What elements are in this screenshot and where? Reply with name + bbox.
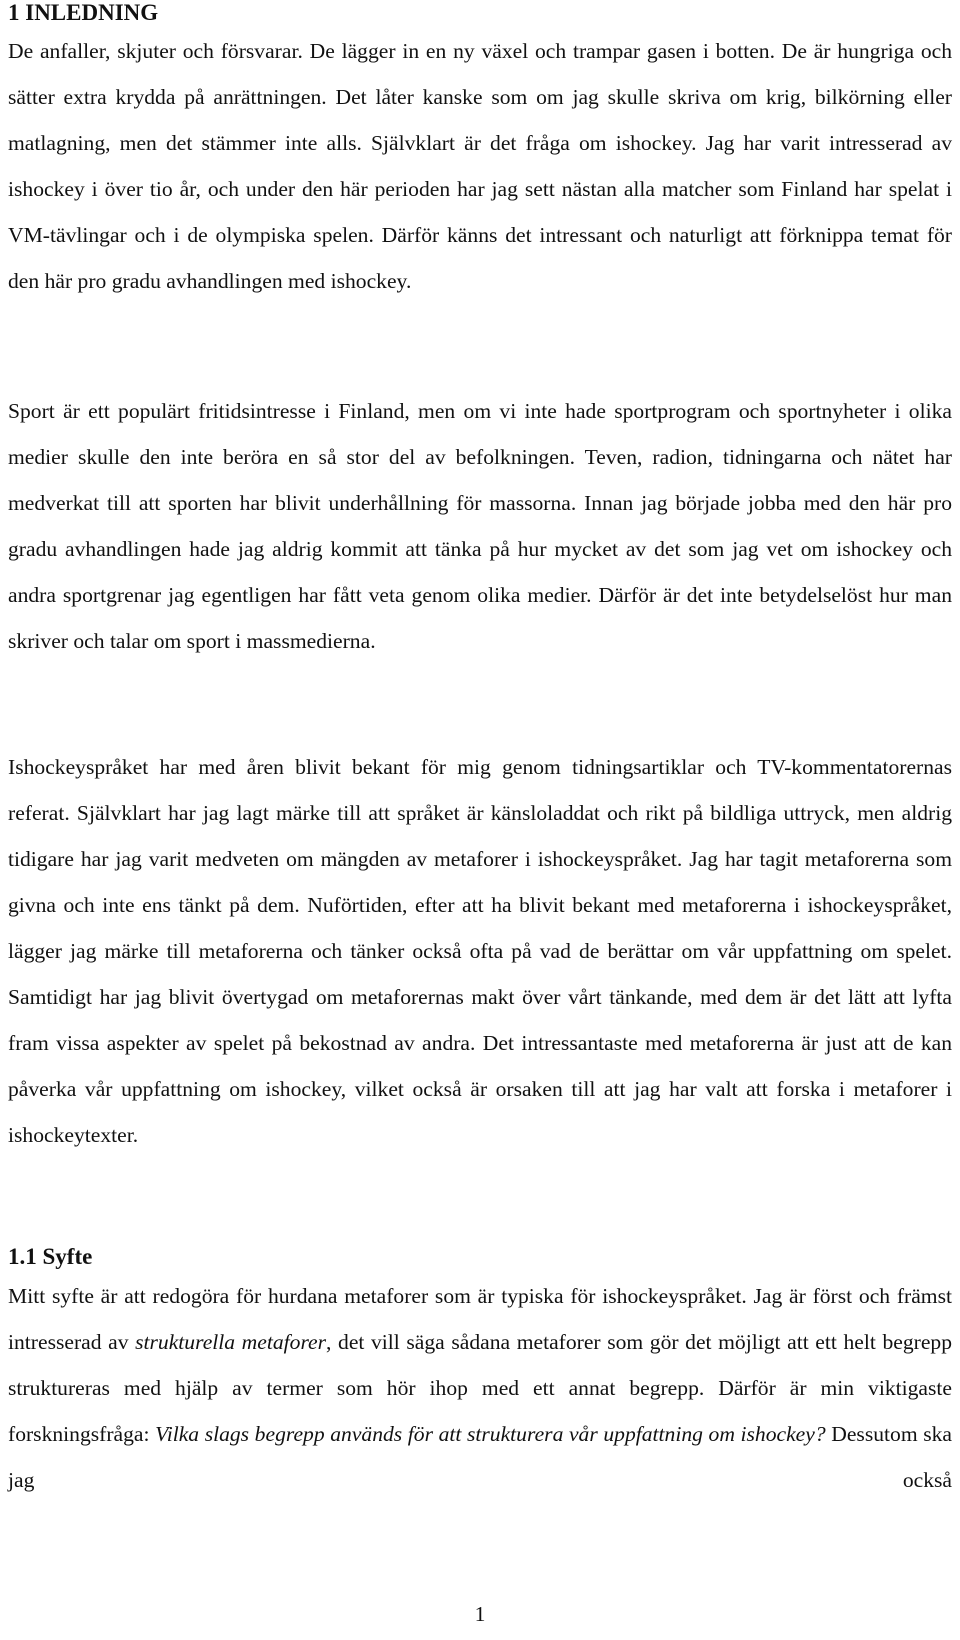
paragraph-4-emphasis-1: strukturella metaforer <box>135 1330 327 1354</box>
paragraph-4 <box>8 1273 952 1503</box>
paragraph-1: De anfaller, skjuter och försvarar. De lägger in en ny växel och trampar gasen i botten. De är hungriga och sätter extra krydda på anrättningen. Det låter kanske som om jag skulle skriva om krig, bilkörning eller matlagning, men det stämmer inte alls. Självklart är det fråga om ishockey. Jag har varit intresserad av ishockey i över tio år, och under den här perioden har jag sett nästan alla matcher som Finland har spelat i VM-tävlingar och i de olympiska spelen. Därför känns det intressant och naturligt att förknippa temat för den här pro gradu avhandlingen med ishockey. <box>8 39 952 293</box>
paragraph-1-block <box>8 28 952 304</box>
page-number: 1 <box>474 1602 486 1626</box>
paragraph-4-text-1: Mitt syfte är att redogöra för hurdana metaforer som är typiska för ishockeyspråket. Jag är först och främst intresserad av <box>8 1284 952 1354</box>
paragraph-2: Sport är ett populärt fritidsintresse i Finland, men om vi inte hade sportprogram och sportnyheter i olika medier skulle den inte beröra en så stor del av befolkningen. Teven, radion, tidningarna och nätet har medverkat till att sporten har blivit underhållning för massorna. Innan jag började jobba med den här pro gradu avhandlingen hade jag aldrig kommit att tänka på hur mycket av det som jag vet om ishockey och andra sportgrenar jag egentligen har fått veta genom olika medier. Därför är det inte betydelselöst hur man skriver och talar om sport i massmedierna. <box>8 399 952 653</box>
chapter-heading: 1 INLEDNING <box>8 0 159 25</box>
section-heading: 1.1 Syfte <box>8 1244 93 1269</box>
paragraph-4-emphasis-2: Vilka slags begrepp används för att strukturera vår uppfattning om ishockey? <box>155 1422 826 1446</box>
paragraph-4-block <box>8 1273 952 1503</box>
paragraph-4-text-3: Dessutom ska jag också <box>8 1422 952 1492</box>
paragraph-3-block <box>8 744 952 1158</box>
paragraph-4-text-2: , det vill säga sådana metaforer som gör det möjligt att ett helt begrepp struktureras med hjälp av termer som hör ihop med ett annat begrepp. Därför är min viktigaste forskningsfråga: <box>8 1330 952 1446</box>
paragraph-3: Ishockeyspråket har med åren blivit bekant för mig genom tidningsartiklar och TV-kommentatorernas referat. Självklart har jag lagt märke till att språket är känsloladdat och rikt på bildliga uttryck, men aldrig tidigare har jag varit medveten om mängden av metaforer i ishockeyspråket. Jag har tagit metaforerna som givna och inte ens tänkt på dem. Nuförtiden, efter att ha blivit bekant med metaforerna i ishockeyspråket, lägger jag märke till metaforerna och tänker också ofta på vad de berättar om vår uppfattning om spelet. Samtidigt har jag blivit övertygad om metaforernas makt över vårt tänkande, med dem är det lätt att lyfta fram vissa aspekter av spelet på bekostnad av andra. Det intressantaste med metaforerna är just att de kan påverka vår uppfattning om ishockey, vilket också är orsaken till att jag har valt att forska i metaforer i ishockeytexter. <box>8 755 952 1147</box>
paragraph-2-block <box>8 388 952 664</box>
